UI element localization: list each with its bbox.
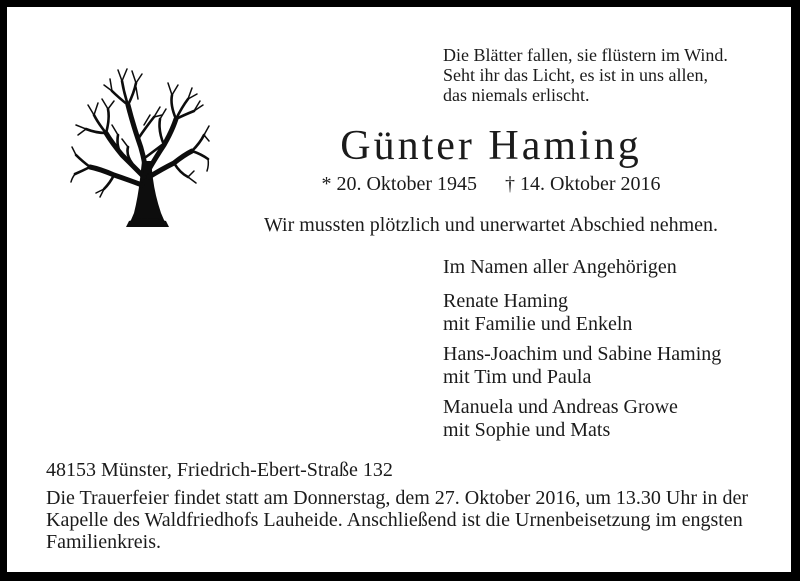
mourner-with: mit Sophie und Mats (443, 419, 611, 441)
poem-line: Seht ihr das Licht, es ist in uns allen, (443, 65, 708, 85)
poem-line: das niemals erlischt. (443, 85, 590, 105)
address-line: 48153 Münster, Friedrich-Ebert-Straße 132 (46, 459, 393, 481)
farewell-line: Wir mussten plötzlich und unerwartet Abschied nehmen. (263, 214, 719, 236)
mourner-entry (443, 290, 721, 336)
mourner-name: Renate Haming (443, 290, 568, 312)
birth-date: * 20. Oktober 1945 (321, 173, 477, 195)
mourner-name: Hans-Joachim und Sabine Haming (443, 343, 722, 365)
on-behalf-line: Im Namen aller Angehörigen (443, 256, 677, 278)
bare-tree-icon (70, 55, 210, 227)
funeral-line: Die Trauerfeier findet statt am Donnerstag, dem 27. Oktober 2016, um 13.30 Uhr in der (46, 487, 749, 509)
funeral-line: Kapelle des Waldfriedhofs Lauheide. Anschließend ist die Urnenbeisetzung im engsten (46, 509, 743, 531)
death-date: † 14. Oktober 2016 (505, 173, 661, 195)
mourner-with: mit Tim und Paula (443, 366, 592, 388)
poem (443, 45, 728, 105)
deceased-name: Günter Haming (340, 123, 642, 169)
mourner-with: mit Familie und Enkeln (443, 313, 633, 335)
funeral-info (46, 487, 748, 553)
mourner-entry (443, 343, 721, 389)
mourner-name: Manuela und Andreas Growe (443, 396, 678, 418)
mourners-list (443, 290, 721, 449)
mourner-entry (443, 396, 721, 442)
funeral-line: Familienkreis. (46, 531, 161, 553)
poem-line: Die Blätter fallen, sie flüstern im Wind. (443, 45, 728, 65)
life-dates (241, 173, 741, 196)
